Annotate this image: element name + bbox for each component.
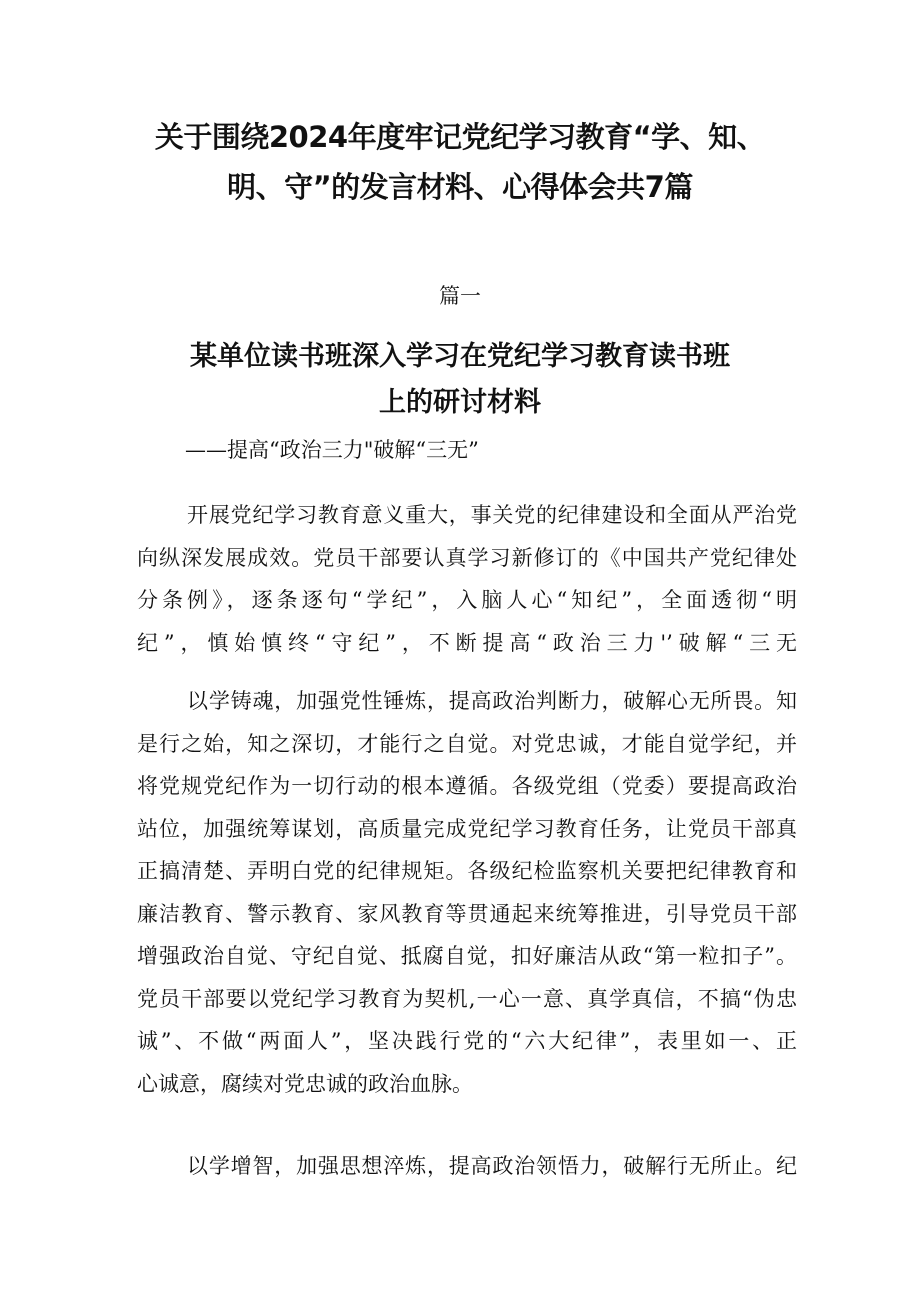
article-title <box>140 334 780 426</box>
paragraph-line: 党员干部要以党纪学习教育为契机,一心一意、真学真信，不搞“伪忠 <box>137 986 797 1011</box>
paragraph-line: 将党规党纪作为一切行动的根本遵循。各级党组（党委）要提高政治 <box>137 774 797 798</box>
paragraph-line: 诚”、不做“两面人”，坚决践行党的“六大纪律”，表里如一、正 <box>137 1029 797 1053</box>
paragraph-line: 分条例》，逐条逐句“学纪”，入脑人心“知纪”，全面透彻“明 <box>137 588 797 612</box>
paragraph-line: 向纵深发展成效。党员干部要认真学习新修订的《中国共产党纪律处 <box>137 545 797 570</box>
paragraph-3 <box>137 1145 797 1188</box>
paragraph-line: 增强政治自觉、守纪自觉、抵腐自觉，扣好廉洁从政“第一粒扣子”。 <box>137 944 797 968</box>
document-title-line: 明、守”的发言材料、心得体会共7篇 <box>227 170 693 204</box>
paragraph-line: 是行之始，知之深切，才能行之自觉。对党忠诚，才能自觉学纪，并 <box>137 731 797 756</box>
article-subtitle: ——提高“政治三力"破解“三无” <box>185 438 479 462</box>
article-title-line: 上的研讨材料 <box>379 387 541 418</box>
paragraph-line: 廉洁教育、警示教育、家风教育等贯通起来统筹推进，引导党员干部 <box>137 901 797 926</box>
paragraph-line: 以学铸魂，加强党性锤炼，提高政治判断力，破解心无所畏。知 <box>187 689 797 713</box>
document-title-line: 关于围绕2024年度牢记党纪学习教育“学、知、 <box>154 120 766 154</box>
document-title <box>120 112 800 212</box>
paragraph-line: 正搞清楚、弄明白党的纪律规矩。各级纪检监察机关要把纪律教育和 <box>137 859 797 883</box>
paragraph-2 <box>137 680 797 1105</box>
paragraph-1 <box>137 494 797 664</box>
paragraph-line: 以学增智，加强思想淬炼，提高政治领悟力，破解行无所止。纪 <box>187 1154 797 1178</box>
section-label: 篇一 <box>439 284 481 308</box>
paragraph-line: 心诚意，腐续对党忠诚的政治血脉。 <box>137 1071 473 1096</box>
paragraph-line: 开展党纪学习教育意义重大，事关党的纪律建设和全面从严治党 <box>187 503 797 527</box>
paragraph-line: 纪”，慎始慎终“守纪”，不断提高“政治三力'’破解“三无 <box>137 630 797 655</box>
paragraph-line: 站位，加强统筹谋划，高质量完成党纪学习教育任务，让党员干部真 <box>137 816 797 841</box>
article-title-line: 某单位读书班深入学习在党纪学习教育读书班 <box>190 341 730 372</box>
